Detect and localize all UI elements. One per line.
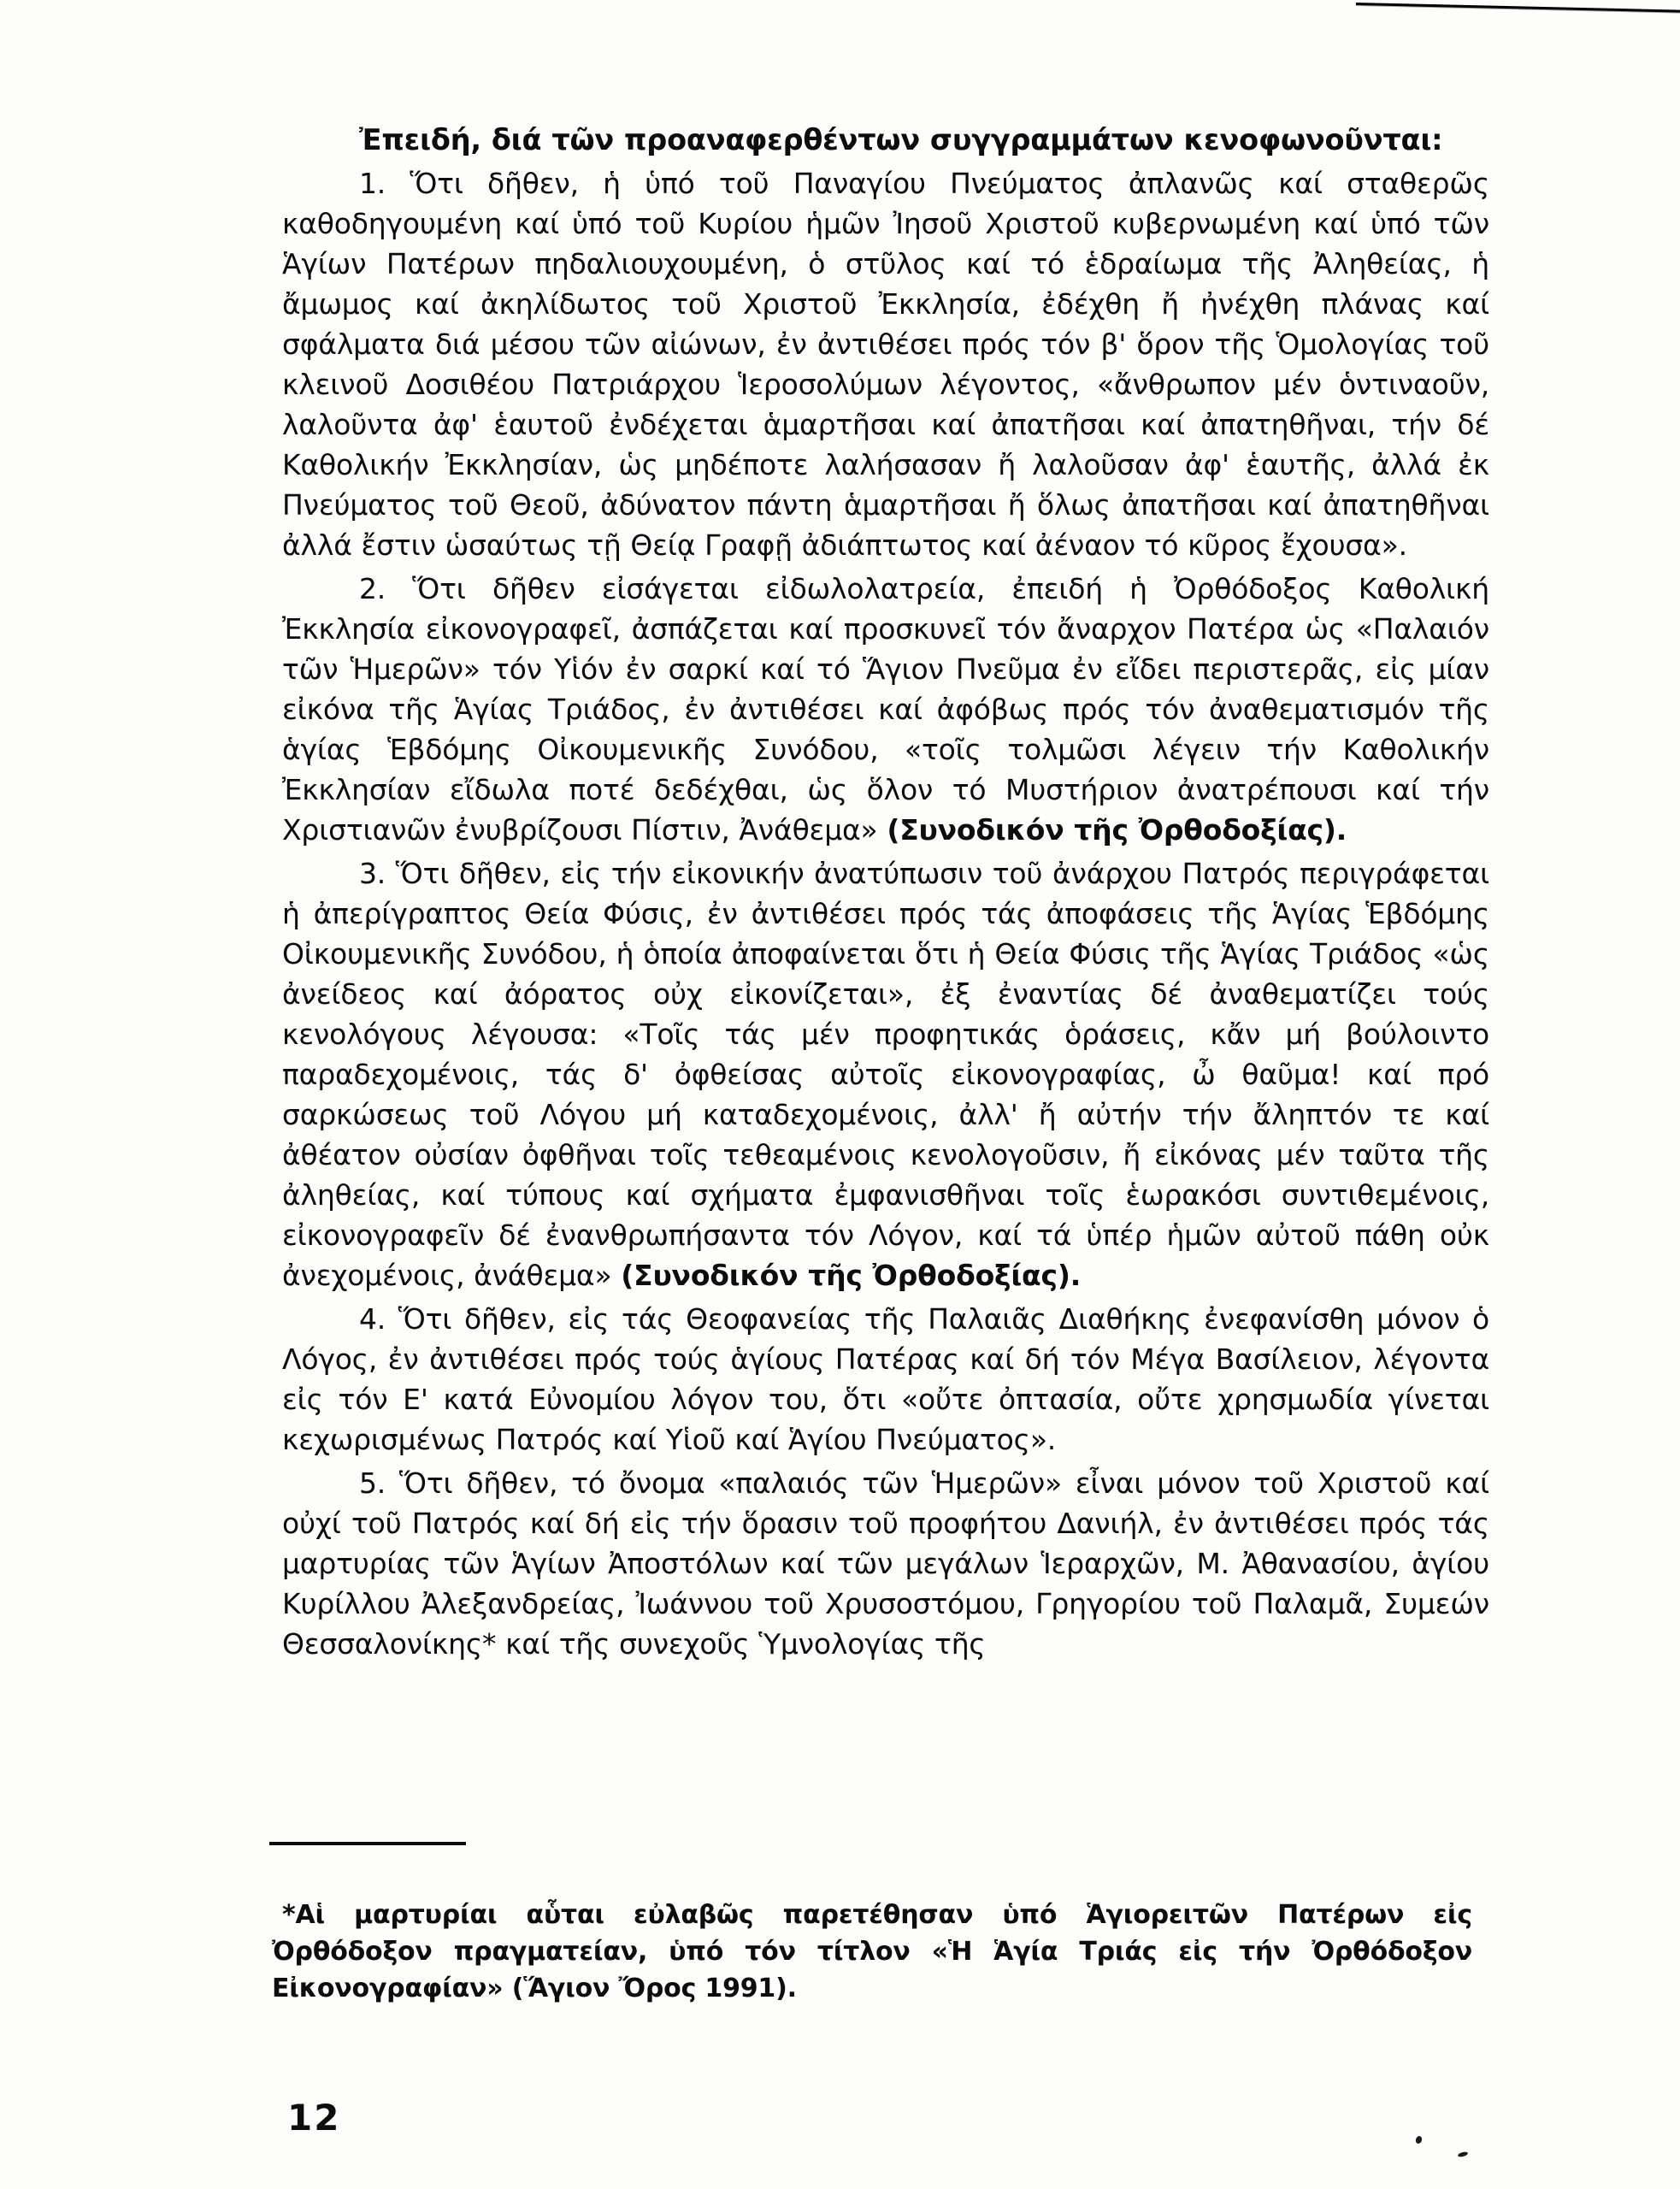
paragraph-bold-tail: (Συνοδικόν τῆς Ὀρθοδοξίας).	[621, 1259, 1082, 1292]
body-paragraph-3	[282, 853, 1489, 1295]
body-paragraph-1	[282, 163, 1489, 565]
body-paragraph-4	[282, 1299, 1489, 1460]
paragraph-text: 2. Ὅτι δῆθεν εἰσάγεται εἰδωλολατρεία, ἐπειδή ἡ Ὀρθόδοξος Καθολική Ἐκκλησία εἰκονογραφεῖ, ἀσπάζεται καί προσκυνεῖ τόν ἄναρχον Πατέρα ὡς «Παλαιόν τῶν Ἡμερῶν» τόν Υἱόν ἐν σαρκί καί τό Ἅγιον Πνεῦμα ἐν εἴδει περιστερᾶς, εἰς μίαν εἰκόνα τῆς Ἁγίας Τριάδος, ἐν ἀντιθέσει καί ἀφόβως πρός τόν ἀναθεματισμόν τῆς ἁγίας Ἑβδόμης Οἰκουμενικῆς Συνόδου, «τοῖς τολμῶσι λέγειν τήν Καθολικήν Ἐκκλησίαν εἴδωλα ποτέ δεδέχθαι, ὡς ὅλον τό Μυστήριον ἀνατρέπουσι καί τήν Χριστιανῶν ἐνυβρίζουσι Πίστιν, Ἀνάθεμα»	[282, 572, 1489, 847]
paragraph-text: 4. Ὅτι δῆθεν, εἰς τάς Θεοφανείας τῆς Παλαιᾶς Διαθήκης ἐνεφανίσθη μόνον ὁ Λόγος, ἐν ἀντιθέσει πρός τούς ἁγίους Πατέρας καί δή τόν Μέγα Βασίλειον, λέγοντα εἰς τόν Ε' κατά Εὐνομίου λόγον του, ὅτι «οὔτε ὀπτασία, οὔτε χρησμωδία γίνεται κεχωρισμένως Πατρός καί Υἱοῦ καί Ἁγίου Πνεύματος».	[282, 1302, 1489, 1456]
footnote-divider	[269, 1842, 466, 1845]
paragraph-text: 1. Ὅτι δῆθεν, ἡ ὑπό τοῦ Παναγίου Πνεύματος ἀπλανῶς καί σταθερῶς καθοδηγουμένη καί ὑπό τοῦ Κυρίου ἡμῶν Ἰησοῦ Χριστοῦ κυβερνωμένη καί ὑπό τῶν Ἁγίων Πατέρων πηδαλιουχουμένη, ὁ στῦλος καί τό ἑδραίωμα τῆς Ἀληθείας, ἡ ἄμωμος καί ἀκηλίδωτος τοῦ Χριστοῦ Ἐκκλησία, ἐδέχθη ἤ ἠνέχθη πλάνας καί σφάλματα διά μέσου τῶν αἰώνων, ἐν ἀντιθέσει πρός τόν β' ὅρον τῆς Ὁμολογίας τοῦ κλεινοῦ Δοσιθέου Πατριάρχου Ἱεροσολύμων λέγοντος, «ἄνθρωπον μέν ὁντιναοῦν, λαλοῦντα ἀφ' ἑαυτοῦ ἐνδέχεται ἁμαρτῆσαι καί ἀπατῆσαι καί ἀπατηθῆναι, τήν δέ Καθολικήν Ἐκκλησίαν, ὡς μηδέποτε λαλήσασαν ἤ λαλοῦσαν ἀφ' ἑαυτῆς, ἀλλά ἐκ Πνεύματος τοῦ Θεοῦ, ἀδύνατον πάντη ἁμαρτῆσαι ἤ ὅλως ἀπατῆσαι καί ἀπατηθῆναι ἀλλά ἔστιν ὡσαύτως τῇ Θείᾳ Γραφῇ ἀδιάπτωτος καί ἀέναον τό κῦρος ἔχουσα».	[282, 167, 1489, 562]
page-body	[282, 120, 1489, 1664]
section-heading: Ἐπειδή, διά τῶν προαναφερθέντων συγγραμμάτων κενοφωνοῦνται:	[359, 123, 1443, 156]
paragraph-text: 3. Ὅτι δῆθεν, εἰς τήν εἰκονικήν ἀνατύπωσιν τοῦ ἀνάρχου Πατρός περιγράφεται ἡ ἀπερίγραπτος Θεία Φύσις, ἐν ἀντιθέσει πρός τάς ἀποφάσεις τῆς Ἁγίας Ἑβδόμης Οἰκουμενικῆς Συνόδου, ἡ ὁποία ἀποφαίνεται ὅτι ἡ Θεία Φύσις τῆς Ἁγίας Τριάδος «ὡς ἀνείδεος καί ἀόρατος οὐχ εἰκονίζεται», ἐξ ἐναντίας δέ ἀναθεματίζει τούς κενολόγους λέγουσα: «Τοῖς τάς μέν προφητικάς ὁράσεις, κἄν μή βούλοιντο παραδεχομένοις, τάς δ' ὀφθείσας αὐτοῖς εἰκονογραφίας, ὦ θαῦμα! καί πρό σαρκώσεως τοῦ Λόγου μή καταδεχομένοις, ἀλλ' ἤ αὐτήν τήν ἄληπτόν τε καί ἀθέατον οὐσίαν ὀφθῆναι τοῖς τεθεαμένοις κενολογοῦσιν, ἤ εἰκόνας μέν ταῦτα τῆς ἀληθείας, καί τύπους καί σχήματα ἐμφανισθῆναι τοῖς ἑωρακόσι συντιθεμένοις, εἰκονογραφεῖν δέ ἐνανθρωπήσαντα τόν Λόγον, καί τά ὑπέρ ἡμῶν αὐτοῦ πάθη οὐκ ἀνεχομένοις, ἀνάθεμα»	[282, 857, 1489, 1292]
ink-speck	[1458, 2151, 1469, 2158]
page-number: 12	[287, 2097, 341, 2139]
body-paragraph-5	[282, 1463, 1489, 1664]
paragraph-text: 5. Ὅτι δῆθεν, τό ὄνομα «παλαιός τῶν Ἡμερῶν» εἶναι μόνον τοῦ Χριστοῦ καί οὐχί τοῦ Πατρός καί δή εἰς τήν ὅρασιν τοῦ προφήτου Δανιήλ, ἐν ἀντιθέσει πρός τάς μαρτυρίας τῶν Ἁγίων Ἀποστόλων καί τῶν μεγάλων Ἱεραρχῶν, Μ. Ἀθανασίου, ἁγίου Κυρίλλου Ἀλεξανδρείας, Ἰωάννου τοῦ Χρυσοστόμου, Γρηγορίου τοῦ Παλαμᾶ, Συμεών Θεσσαλονίκης* καί τῆς συνεχοῦς Ὑμνολογίας τῆς	[282, 1466, 1489, 1661]
paragraph-bold-tail: (Συνοδικόν τῆς Ὀρθοδοξίας).	[887, 813, 1347, 847]
ink-speck	[1415, 2135, 1424, 2145]
body-paragraph-2	[282, 569, 1489, 850]
footnote: *Αἱ μαρτυρίαι αὗται εὐλαβῶς παρετέθησαν ὑπό Ἁγιορειτῶν Πατέρων εἰς Ὀρθόδοξον πραγματείαν, ὑπό τόν τίτλον «Ἡ Ἁγία Τριάς εἰς τήν Ὀρθόδοξον Εἰκονογραφίαν» (Ἅγιον Ὄρος 1991).	[272, 1900, 1472, 2003]
scan-edge-artifact	[1356, 3, 1680, 13]
